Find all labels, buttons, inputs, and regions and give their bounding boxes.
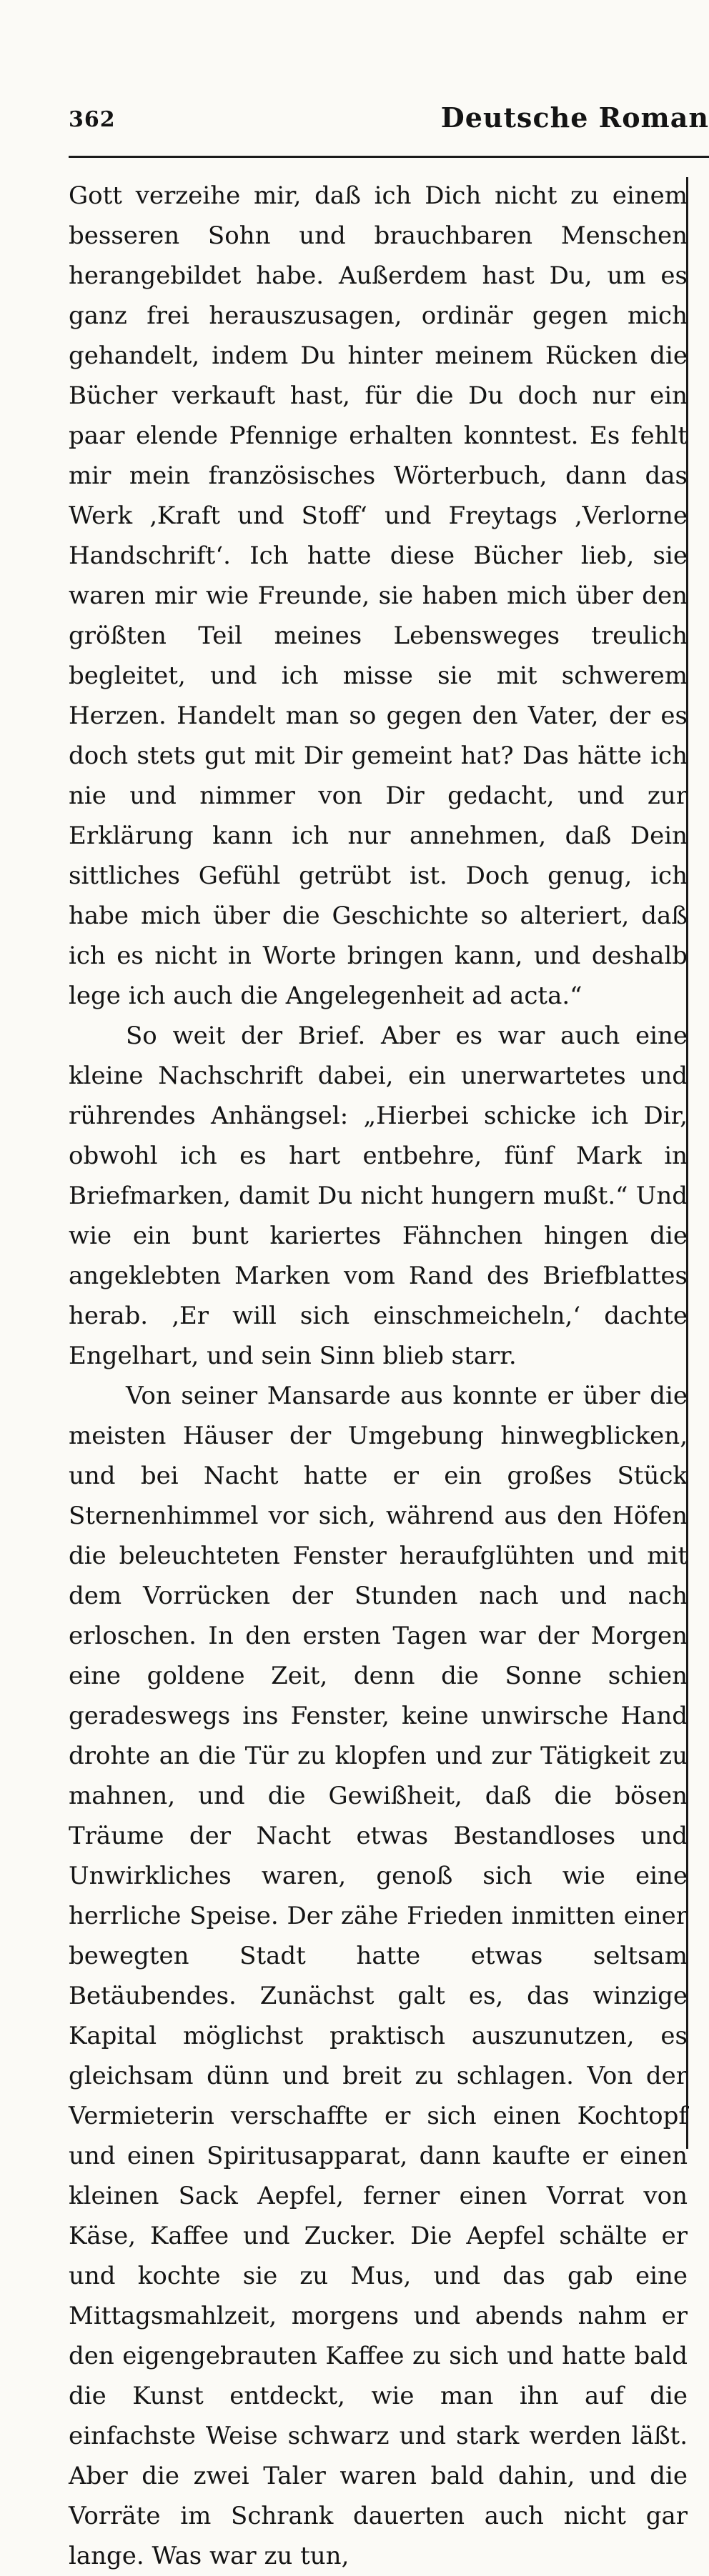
running-title: Deutsche Roman (440, 101, 709, 134)
paragraph-mansarde: Von seiner Mansarde aus konnte er über die meisten Häuser der Umgebung hinwegblicken, und bei Nacht hatte er ein großes Stück Sternenhimmel vor sich, während aus den Höfen die beleuchteten Fenster heraufglühten und mit dem Vorrücken der Stunden nach und nach erloschen. In den ersten Tagen war der Morgen eine goldene Zeit, denn die Sonne schien geradeswegs ins Fenster, keine unwirsche Hand drohte an die Tür zu klopfen und zur Tätigkeit zu mahnen, und die Gewißheit, daß die bösen Träume der Nacht etwas Bestandloses und Unwirkliches waren, genoß sich wie eine herrliche Speise. Der zähe Frieden inmitten einer bewegten Stadt hatte etwas seltsam Betäubendes. Zunächst galt es, das winzige Kapital möglichst praktisch auszunutzen, es gleichsam dünn und breit zu schlagen. Von der Vermieterin verschaffte er sich einen Kochtopf und einen Spiritusapparat, dann kaufte er einen kleinen Sack Aepfel, ferner einen Vorrat von Käse, Kaffee und Zucker. Die Aepfel schälte er und kochte sie zu Mus, und das gab eine Mittagsmahlzeit, morgens und abends nahm er den eigengebrauten Kaffee zu sich und hatte bald die Kunst entdeckt, wie man ihn auf die einfachste Weise schwarz und stark werden läßt. Aber die zwei Taler waren bald dahin, und die Vorräte im Schrank dauerten auch nicht gar lange. Was war zu tun, (69, 1382, 688, 2570)
paragraph-letter-ending: Gott verzeihe mir, daß ich Dich nicht zu einem besseren Sohn und brauchbaren Menschen herangebildet habe. Außerdem hast Du, um es ganz frei herauszusagen, ordinär gegen mich gehandelt, indem Du hinter meinem Rücken die Bücher verkauft hast, für die Du doch nur ein paar elende Pfennige erhalten konntest. Es fehlt mir mein französisches Wörterbuch, dann das Werk ‚Kraft und Stoff‘ und Freytags ‚Verlorne Handschrift‘. Ich hatte diese Bücher lieb, sie waren mir wie Freunde, sie haben mich über den größten Teil meines Lebensweges treulich begleitet, und ich misse sie mit schwerem Herzen. Handelt man so gegen den Vater, der es doch stets gut mit Dir gemeint hat? Das hätte ich nie und nimmer von Dir gedacht, und zur Erklärung kann ich nur annehmen, daß Dein sittliches Gefühl getrübt ist. Doch genug, ich habe mich über die Geschichte so alteriert, daß ich es nicht in Worte bringen kann, und deshalb lege ich auch die Angelegenheit ad acta.“ (69, 181, 688, 1010)
header-rule (69, 156, 709, 158)
paragraph-postscript: So weit der Brief. Aber es war auch eine kleine Nachschrift dabei, ein unerwartetes und rührendes Anhängsel: „Hierbei schicke ich Dir, obwohl ich es hart entbehre, fünf Mark in Briefmarken, damit Du nicht hungern mußt.“ Und wie ein bunt kariertes Fähnchen hingen die angeklebten Marken vom Rand des Briefblattes herab. ‚Er will sich einschmeicheln,‘ dachte Engelhart, und sein Sinn blieb starr. (69, 1022, 688, 1370)
body-text (69, 176, 688, 2576)
page-header (69, 93, 709, 136)
page-number: 362 (69, 107, 116, 132)
